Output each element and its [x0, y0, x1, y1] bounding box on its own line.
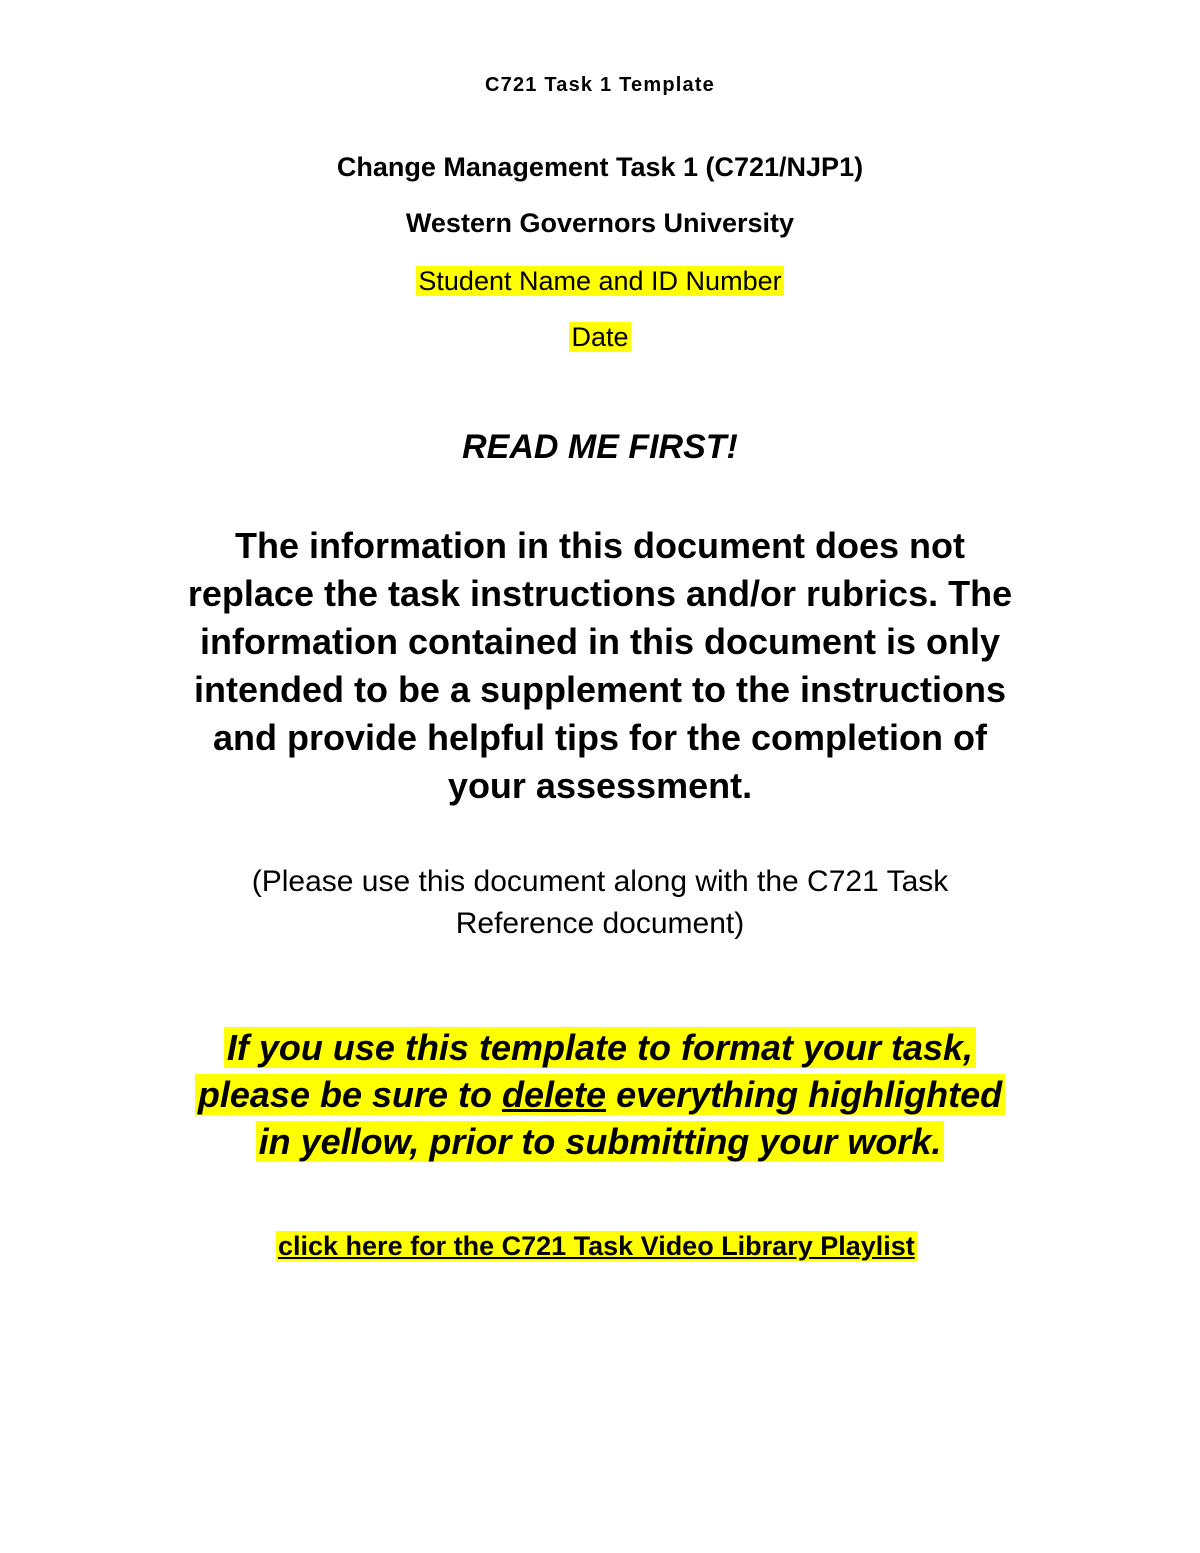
disclaimer-paragraph: [0, 522, 1200, 810]
disclaimer-line: information contained in this document is only: [199, 621, 1001, 662]
video-library-link-line: [276, 1231, 917, 1262]
reference-note: [0, 861, 1200, 945]
warning-line-2: please be sure to delete everything highlighted: [0, 1071, 1200, 1118]
video-library-playlist-link[interactable]: click here for the C721 Task Video Library Playlist: [278, 1231, 915, 1261]
student-line: [0, 266, 1200, 297]
date-placeholder: Date: [571, 322, 629, 352]
course-title: Change Management Task 1 (C721/NJP1): [336, 152, 864, 182]
disclaimer-line: replace the task instructions and/or rubrics. The: [187, 573, 1013, 614]
disclaimer-line: intended to be a supplement to the instructions: [193, 669, 1007, 710]
read-me-heading: READ ME FIRST!: [462, 428, 738, 466]
date-line: [0, 322, 1200, 353]
student-name-placeholder: Student Name and ID Number: [418, 266, 782, 296]
warning-line-3: in yellow, prior to submitting your work.: [0, 1118, 1200, 1165]
university-name: Western Governors University: [405, 208, 795, 238]
warning-line-1: If you use this template to format your task,: [0, 1024, 1200, 1071]
reference-note-line: Reference document): [455, 907, 745, 940]
page-header: C721 Task 1 Template: [484, 74, 716, 96]
delete-emphasis: delete: [502, 1074, 607, 1115]
disclaimer-line: your assessment.: [447, 765, 753, 806]
reference-note-line: (Please use this document along with the C721 Task: [251, 865, 949, 898]
highlight-warning: [0, 1024, 1200, 1165]
disclaimer-line: The information in this document does not: [235, 525, 965, 566]
disclaimer-line: and provide helpful tips for the completion of: [213, 717, 987, 758]
